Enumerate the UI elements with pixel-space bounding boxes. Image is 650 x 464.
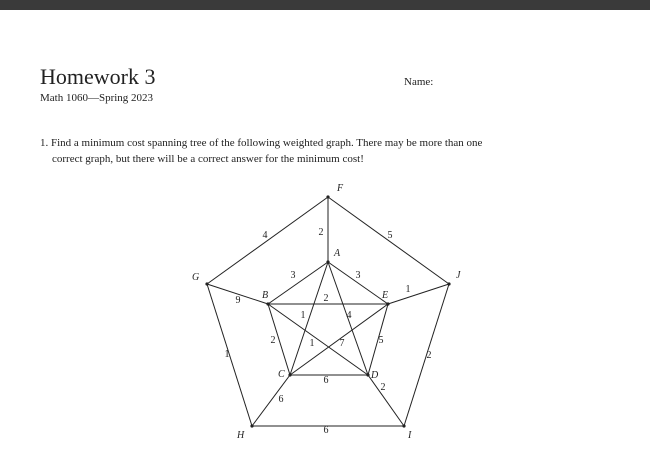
vertex-G xyxy=(205,282,208,285)
edge-weight-F-A: 2 xyxy=(318,227,324,238)
edge-weight-F-G: 4 xyxy=(262,230,268,241)
edge-J-E xyxy=(388,284,449,304)
vertex-label-F: F xyxy=(337,183,344,194)
edge-A-E xyxy=(328,262,388,304)
vertex-label-I: I xyxy=(408,430,412,441)
vertex-D xyxy=(366,373,369,376)
edge-weight-B-C: 2 xyxy=(270,335,276,346)
edge-A-B xyxy=(268,262,328,304)
vertex-C xyxy=(288,373,291,376)
edge-weight-A-D: 4 xyxy=(346,310,352,321)
edge-H-C xyxy=(252,375,290,426)
edge-F-G xyxy=(207,197,328,284)
edge-A-C xyxy=(290,262,328,375)
vertex-label-J: J xyxy=(456,270,461,281)
edge-weight-E-C: 7 xyxy=(339,338,345,349)
edge-G-H xyxy=(207,284,252,426)
vertex-E xyxy=(386,302,389,305)
vertex-label-G: G xyxy=(192,272,200,283)
vertex-I xyxy=(402,424,405,427)
vertex-A xyxy=(326,260,329,263)
edge-weight-F-J: 5 xyxy=(387,230,393,241)
edge-weight-C-D: 6 xyxy=(323,375,329,386)
vertex-F xyxy=(326,195,329,198)
edge-weight-H-C: 6 xyxy=(278,394,284,405)
course-subtitle: Math 1060—Spring 2023 xyxy=(40,92,154,104)
vertex-label-B: B xyxy=(262,290,269,301)
name-label: Name: xyxy=(404,76,434,88)
problem-text-line2: correct graph, but there will be a correct answer for the minimum cost! xyxy=(52,153,364,165)
vertex-H xyxy=(250,424,253,427)
edge-weight-A-B: 3 xyxy=(290,270,296,281)
edge-weight-J-I: 2 xyxy=(426,350,432,361)
edge-weight-G-H: 1 xyxy=(224,349,230,360)
page-title: Homework 3 xyxy=(40,64,156,89)
vertex-label-H: H xyxy=(237,430,245,441)
vertex-label-E: E xyxy=(382,290,389,301)
edge-weight-B-D: 1 xyxy=(309,338,315,349)
edge-weight-J-E: 1 xyxy=(405,284,411,295)
edge-weight-G-B: 9 xyxy=(235,295,241,306)
edge-weight-H-I: 6 xyxy=(323,425,329,436)
problem-text-line1: Find a minimum cost spanning tree of the following weighted graph. There may be more than one xyxy=(51,137,483,149)
edge-weight-E-D: 5 xyxy=(378,335,384,346)
vertex-B xyxy=(266,302,269,305)
problem-number: 1. xyxy=(40,137,49,149)
edge-I-D xyxy=(368,375,404,426)
edge-weight-A-E: 3 xyxy=(355,270,361,281)
edge-B-D xyxy=(268,304,368,375)
vertex-label-A: A xyxy=(334,248,341,259)
edge-weight-B-E: 2 xyxy=(323,293,329,304)
vertex-label-C: C xyxy=(278,369,285,380)
vertex-label-D: D xyxy=(371,370,379,381)
edge-weight-I-D: 2 xyxy=(380,382,386,393)
vertex-J xyxy=(447,282,450,285)
edge-weight-A-C: 1 xyxy=(300,310,306,321)
